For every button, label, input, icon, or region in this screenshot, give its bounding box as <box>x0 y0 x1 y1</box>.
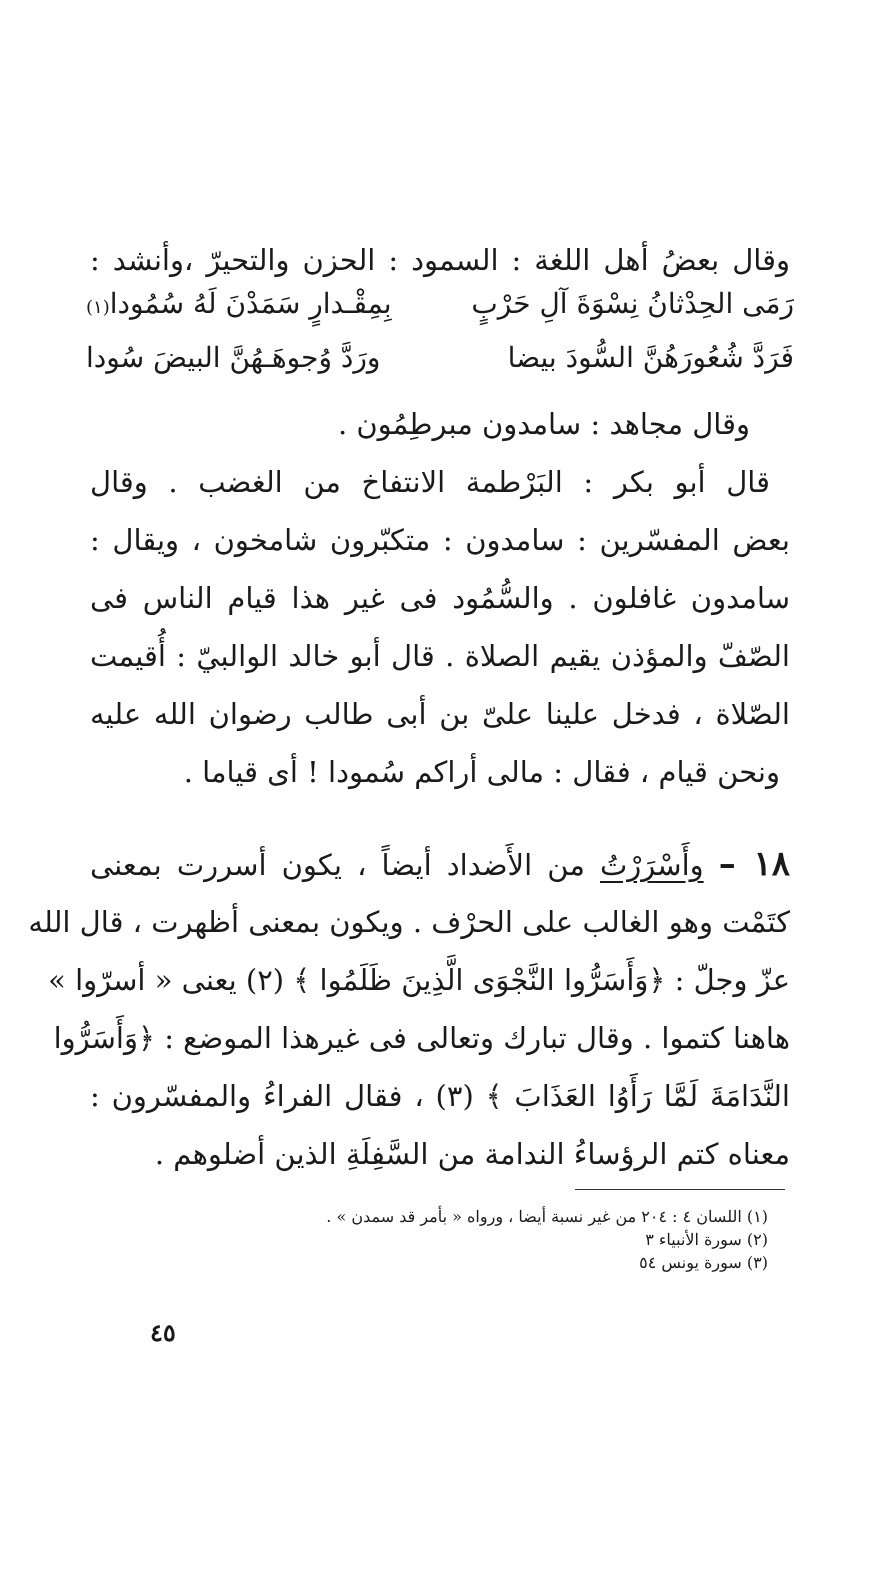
paragraph-line: سامدون غافلون . والسُّمُود فى غير هذا قيام الناس فى <box>90 581 790 615</box>
paragraph-line: النَّدَامَةَ لَمَّا رَأَوُا العَذَابَ ﴾ (٣) ، فقال الفراءُ والمفسّرون : <box>90 1079 790 1113</box>
paragraph-line: معناه كتم الرؤساءُ الندامة من السَّفِلَةِ الذين أضلوهم . <box>154 1137 790 1171</box>
paragraph-line: هاهنا كتموا . وقال تبارك وتعالى فى غيرهذا الموضع : ﴿وَأَسَرُّوا <box>53 1021 790 1055</box>
paragraph-line: ونحن قيام ، فقال : مالى أراكم سُمودا ! أى قياما . <box>183 755 780 789</box>
verse-hemistich-left: ورَدَّ وُجوهَـهُنَّ البيضَ سُودا <box>86 341 381 374</box>
heading-rest: من الأَضداد أيضاً ، يكون أسررت بمعنى <box>90 848 585 882</box>
section-heading-line <box>90 844 790 885</box>
paragraph-line: الصّلاة ، فدخل علينا علىّ بن أبى طالب رضوان الله عليه <box>90 697 790 731</box>
footnote-2: (٢) سورة الأنبياء ٣ <box>645 1230 768 1249</box>
paragraph-line: كتَمْت وهو الغالب على الحرْف . ويكون بمعنى أظهرت ، قال الله <box>28 905 790 939</box>
footnote-1: (١) اللسان ٤ : ٢٠٤ من غير نسبة أيضا ، ورواه « بأمر قد سمدن » . <box>326 1207 768 1226</box>
headword: وأَسْرَرْتُ <box>599 848 704 882</box>
footnote-marker: (١) <box>86 297 110 318</box>
verse-hemistich-left <box>86 284 392 328</box>
paragraph-line: الصّفّ والمؤذن يقيم الصلاة . قال أبو خالد الوالبيّ : أُقيمت <box>90 639 790 673</box>
paragraph-line: عزّ وجلّ : ﴿وَأَسَرُّوا النَّجْوَى الَّذِينَ ظَلَمُوا ﴾ (٢) يعنى « أسرّوا » <box>48 963 790 997</box>
paragraph-line: بعض المفسّرين : سامدون : متكبّرون شامخون ، ويقال : <box>90 523 790 557</box>
section-number: ١٨ – <box>718 844 791 884</box>
verse-hemistich-left-text: بِمِقْـدارٍ سَمَدْنَ لَهُ سُمُودا <box>109 287 392 320</box>
paragraph-line: قال أبو بكر : البَرْطمة الانتفاخ من الغضب . وقال <box>90 465 770 499</box>
footnote-3: (٣) سورة يونس ٥٤ <box>639 1253 768 1272</box>
footnote-rule <box>575 1189 785 1190</box>
verse-line-1 <box>86 284 794 328</box>
verse-hemistich-right: فَرَدَّ شُعُورَهُنَّ السُّودَ بيضا <box>507 341 794 374</box>
verse-line-2 <box>86 338 794 378</box>
paragraph-line: وقال بعضُ أهل اللغة : السمود : الحزن والتحيرّ ،وأنشد : <box>90 243 790 277</box>
verse-hemistich-right: رَمَى الحِدْثانُ نِسْوَةَ آلِ حَرْبٍ <box>471 287 794 320</box>
paragraph-line: وقال مجاهد : سامدون مبرطِمُون . <box>337 407 750 441</box>
page-number: ٤٥ <box>150 1318 176 1347</box>
